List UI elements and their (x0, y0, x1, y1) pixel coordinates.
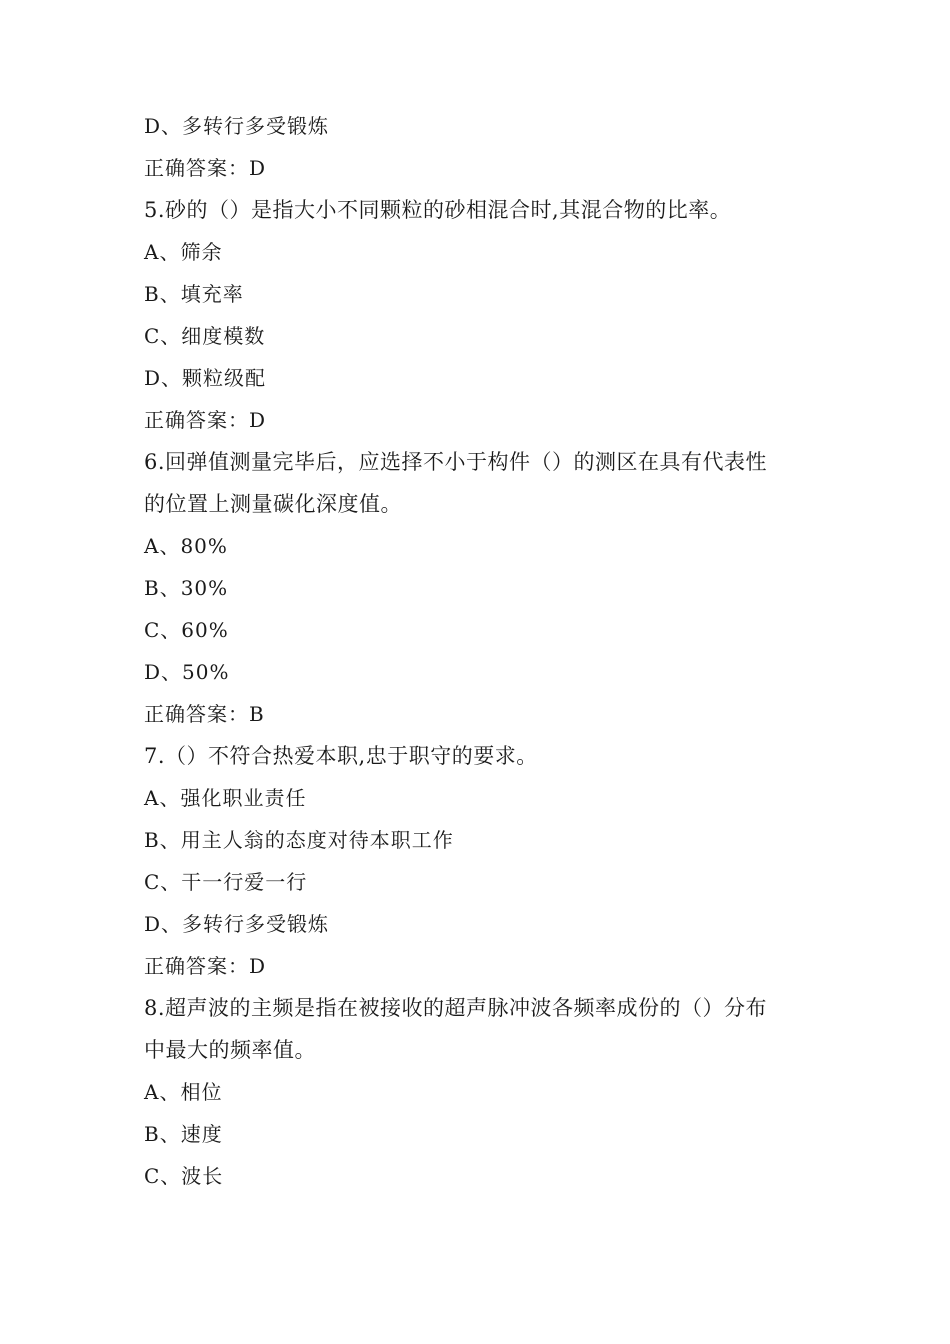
option-c-q5: C、细度模数 (144, 324, 266, 348)
answer-q5: 正确答案：D (144, 408, 267, 432)
quiz-content (144, 105, 814, 1197)
option-a-q5: A、筛余 (144, 240, 223, 264)
question-5: 5.砂的（）是指大小不同颗粒的砂相混合时,其混合物的比率。 (144, 198, 732, 222)
option-c-q8: C、波长 (144, 1164, 224, 1188)
option-c-q7: C、干一行爱一行 (144, 870, 308, 894)
answer-q6: 正确答案：B (144, 702, 265, 726)
option-a-q7: A、强化职业责任 (144, 786, 307, 810)
question-7: 7.（）不符合热爱本职,忠于职守的要求。 (144, 744, 538, 768)
question-8-continued: 中最大的频率值。 (144, 1038, 316, 1062)
answer-q4: 正确答案：D (144, 156, 267, 180)
option-b-q5: B、填充率 (144, 282, 244, 306)
option-a-q6: A、80% (144, 534, 228, 558)
option-d-q5: D、颗粒级配 (144, 366, 267, 390)
option-c-q6: C、60% (144, 618, 229, 642)
option-b-q6: B、30% (144, 576, 229, 600)
option-d-q6: D、50% (144, 660, 230, 684)
option-d-q7: D、多转行多受锻炼 (144, 912, 330, 936)
option-d-q4: D、多转行多受锻炼 (144, 114, 330, 138)
question-8: 8.超声波的主频是指在被接收的超声脉冲波各频率成份的（）分布 (144, 996, 768, 1020)
question-6: 6.回弹值测量完毕后，应选择不小于构件（）的测区在具有代表性 (144, 450, 768, 474)
option-b-q7: B、用主人翁的态度对待本职工作 (144, 828, 454, 852)
option-b-q8: B、速度 (144, 1122, 223, 1146)
option-a-q8: A、相位 (144, 1080, 223, 1104)
question-6-continued: 的位置上测量碳化深度值。 (144, 492, 402, 516)
answer-q7: 正确答案：D (144, 954, 267, 978)
